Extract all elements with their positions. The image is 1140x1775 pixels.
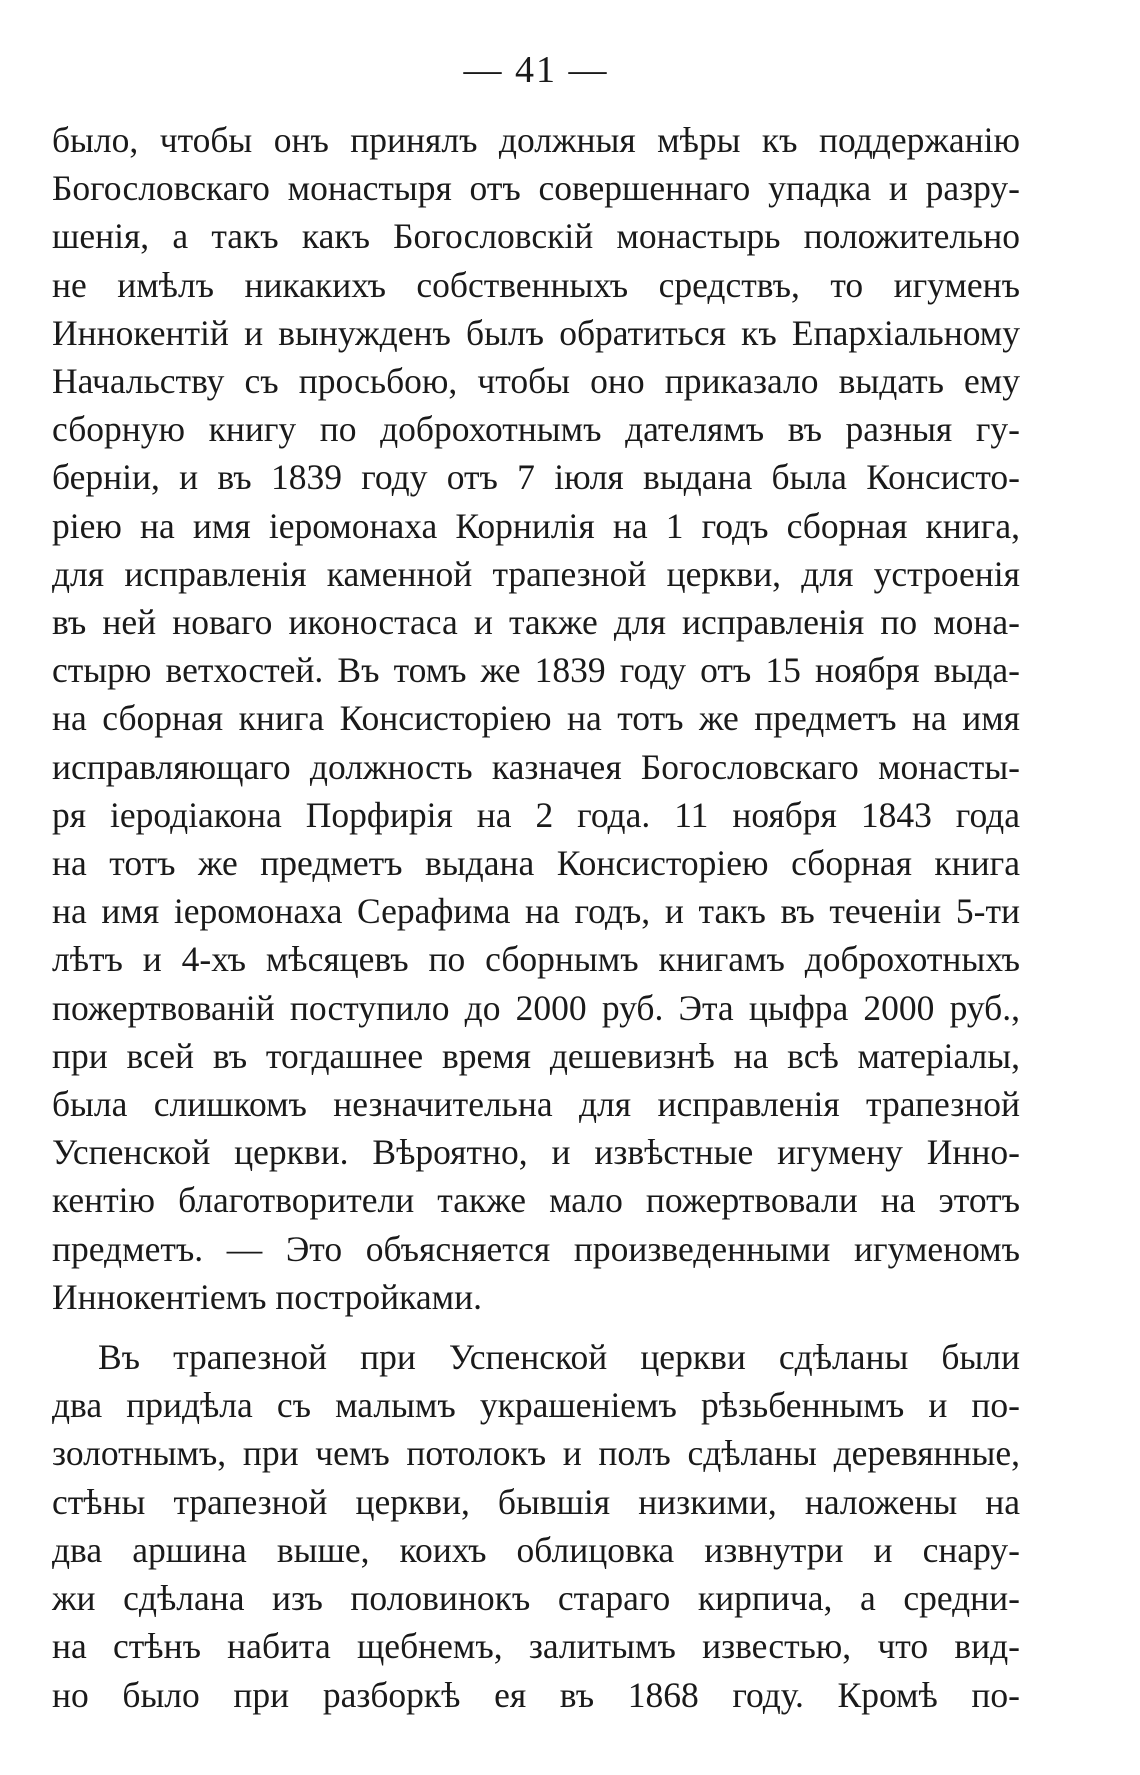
text-line: предметъ. — Это объясняется произведенными игуменомъ <box>52 1228 1020 1269</box>
text-line: берніи, и въ 1839 году отъ 7 іюля выдана была Консисто- <box>52 457 1020 498</box>
text-line: ріею на имя іеромонаха Корнилія на 1 годъ сборная книга, <box>52 505 1020 546</box>
text-line: жи сдѣлана изъ половинокъ стараго кирпича, а средни- <box>52 1578 1020 1619</box>
text-line: стырю ветхостей. Въ томъ же 1839 году отъ 15 ноября выда- <box>52 650 1020 691</box>
text-line: лѣтъ и 4-хъ мѣсяцевъ по сборнымъ книгамъ доброхотныхъ <box>52 939 1020 980</box>
text-line: пожертвованій поступило до 2000 руб. Эта цыфра 2000 руб., <box>52 987 1020 1028</box>
paragraph-2 <box>52 1333 1020 1719</box>
text-line: ря іеродіакона Порфирія на 2 года. 11 ноября 1843 года <box>52 794 1020 835</box>
text-line: кентію благотворители также мало пожертвовали на этотъ <box>52 1180 1020 1221</box>
text-line: Въ трапезной при Успенской церкви сдѣланы были <box>98 1337 1020 1378</box>
text-line: на имя іеромонаха Серафима на годъ, и такъ въ теченіи 5-ти <box>52 891 1020 932</box>
text-line: два придѣла съ малымъ украшеніемъ рѣзьбеннымъ и по- <box>52 1385 1020 1426</box>
text-line: стѣны трапезной церкви, бывшія низкими, наложены на <box>52 1481 1020 1522</box>
text-line: на тотъ же предметъ выдана Консисторіею сборная книга <box>52 843 1020 884</box>
page-number: — 41 — <box>463 49 609 91</box>
text-line: но было при разборкѣ ея въ 1868 году. Кромѣ по- <box>52 1674 1020 1715</box>
text-line: было, чтобы онъ принялъ должныя мѣры къ поддержанію <box>52 120 1020 160</box>
text-line: Успенской церкви. Вѣроятно, и извѣстные игумену Инно- <box>52 1132 1020 1173</box>
text-line: исправляющаго должность казначея Богословскаго монасты- <box>52 746 1020 787</box>
text-line: на стѣнъ набита щебнемъ, залитымъ известью, что вид- <box>52 1626 1020 1667</box>
text-line: для исправленія каменной трапезной церкви, для устроенія <box>52 553 1020 594</box>
text-line: Начальству съ просьбою, чтобы оно приказало выдать ему <box>52 361 1020 402</box>
book-page <box>52 40 1020 1719</box>
text-line: на сборная книга Консисторіею на тотъ же предметъ на имя <box>52 698 1020 739</box>
text-line: золотнымъ, при чемъ потолокъ и полъ сдѣланы деревянные, <box>52 1433 1020 1474</box>
text-line: въ ней новаго иконостаса и также для исправленія по мона- <box>52 602 1020 643</box>
paragraph-1 <box>52 116 1020 1321</box>
text-line: не имѣлъ никакихъ собственныхъ средствъ, то игуменъ <box>52 264 1020 305</box>
text-line: два аршина выше, коихъ облицовка извнутри и снару- <box>52 1529 1020 1570</box>
text-line: при всей въ тогдашнее время дешевизнѣ на всѣ матеріалы, <box>52 1035 1020 1076</box>
text-line: Богословскаго монастыря отъ совершеннаго упадка и разру- <box>52 168 1020 209</box>
text-line: Иннокентіемъ постройками. <box>52 1276 482 1317</box>
text-line: была слишкомъ незначительна для исправленія трапезной <box>52 1084 1020 1125</box>
text-line: сборную книгу по доброхотнымъ дателямъ въ разныя гу- <box>52 409 1020 450</box>
text-line: шенія, а такъ какъ Богословскій монастырь положительно <box>52 216 1020 257</box>
text-line: Иннокентій и вынужденъ былъ обратиться къ Епархіальному <box>52 312 1020 353</box>
